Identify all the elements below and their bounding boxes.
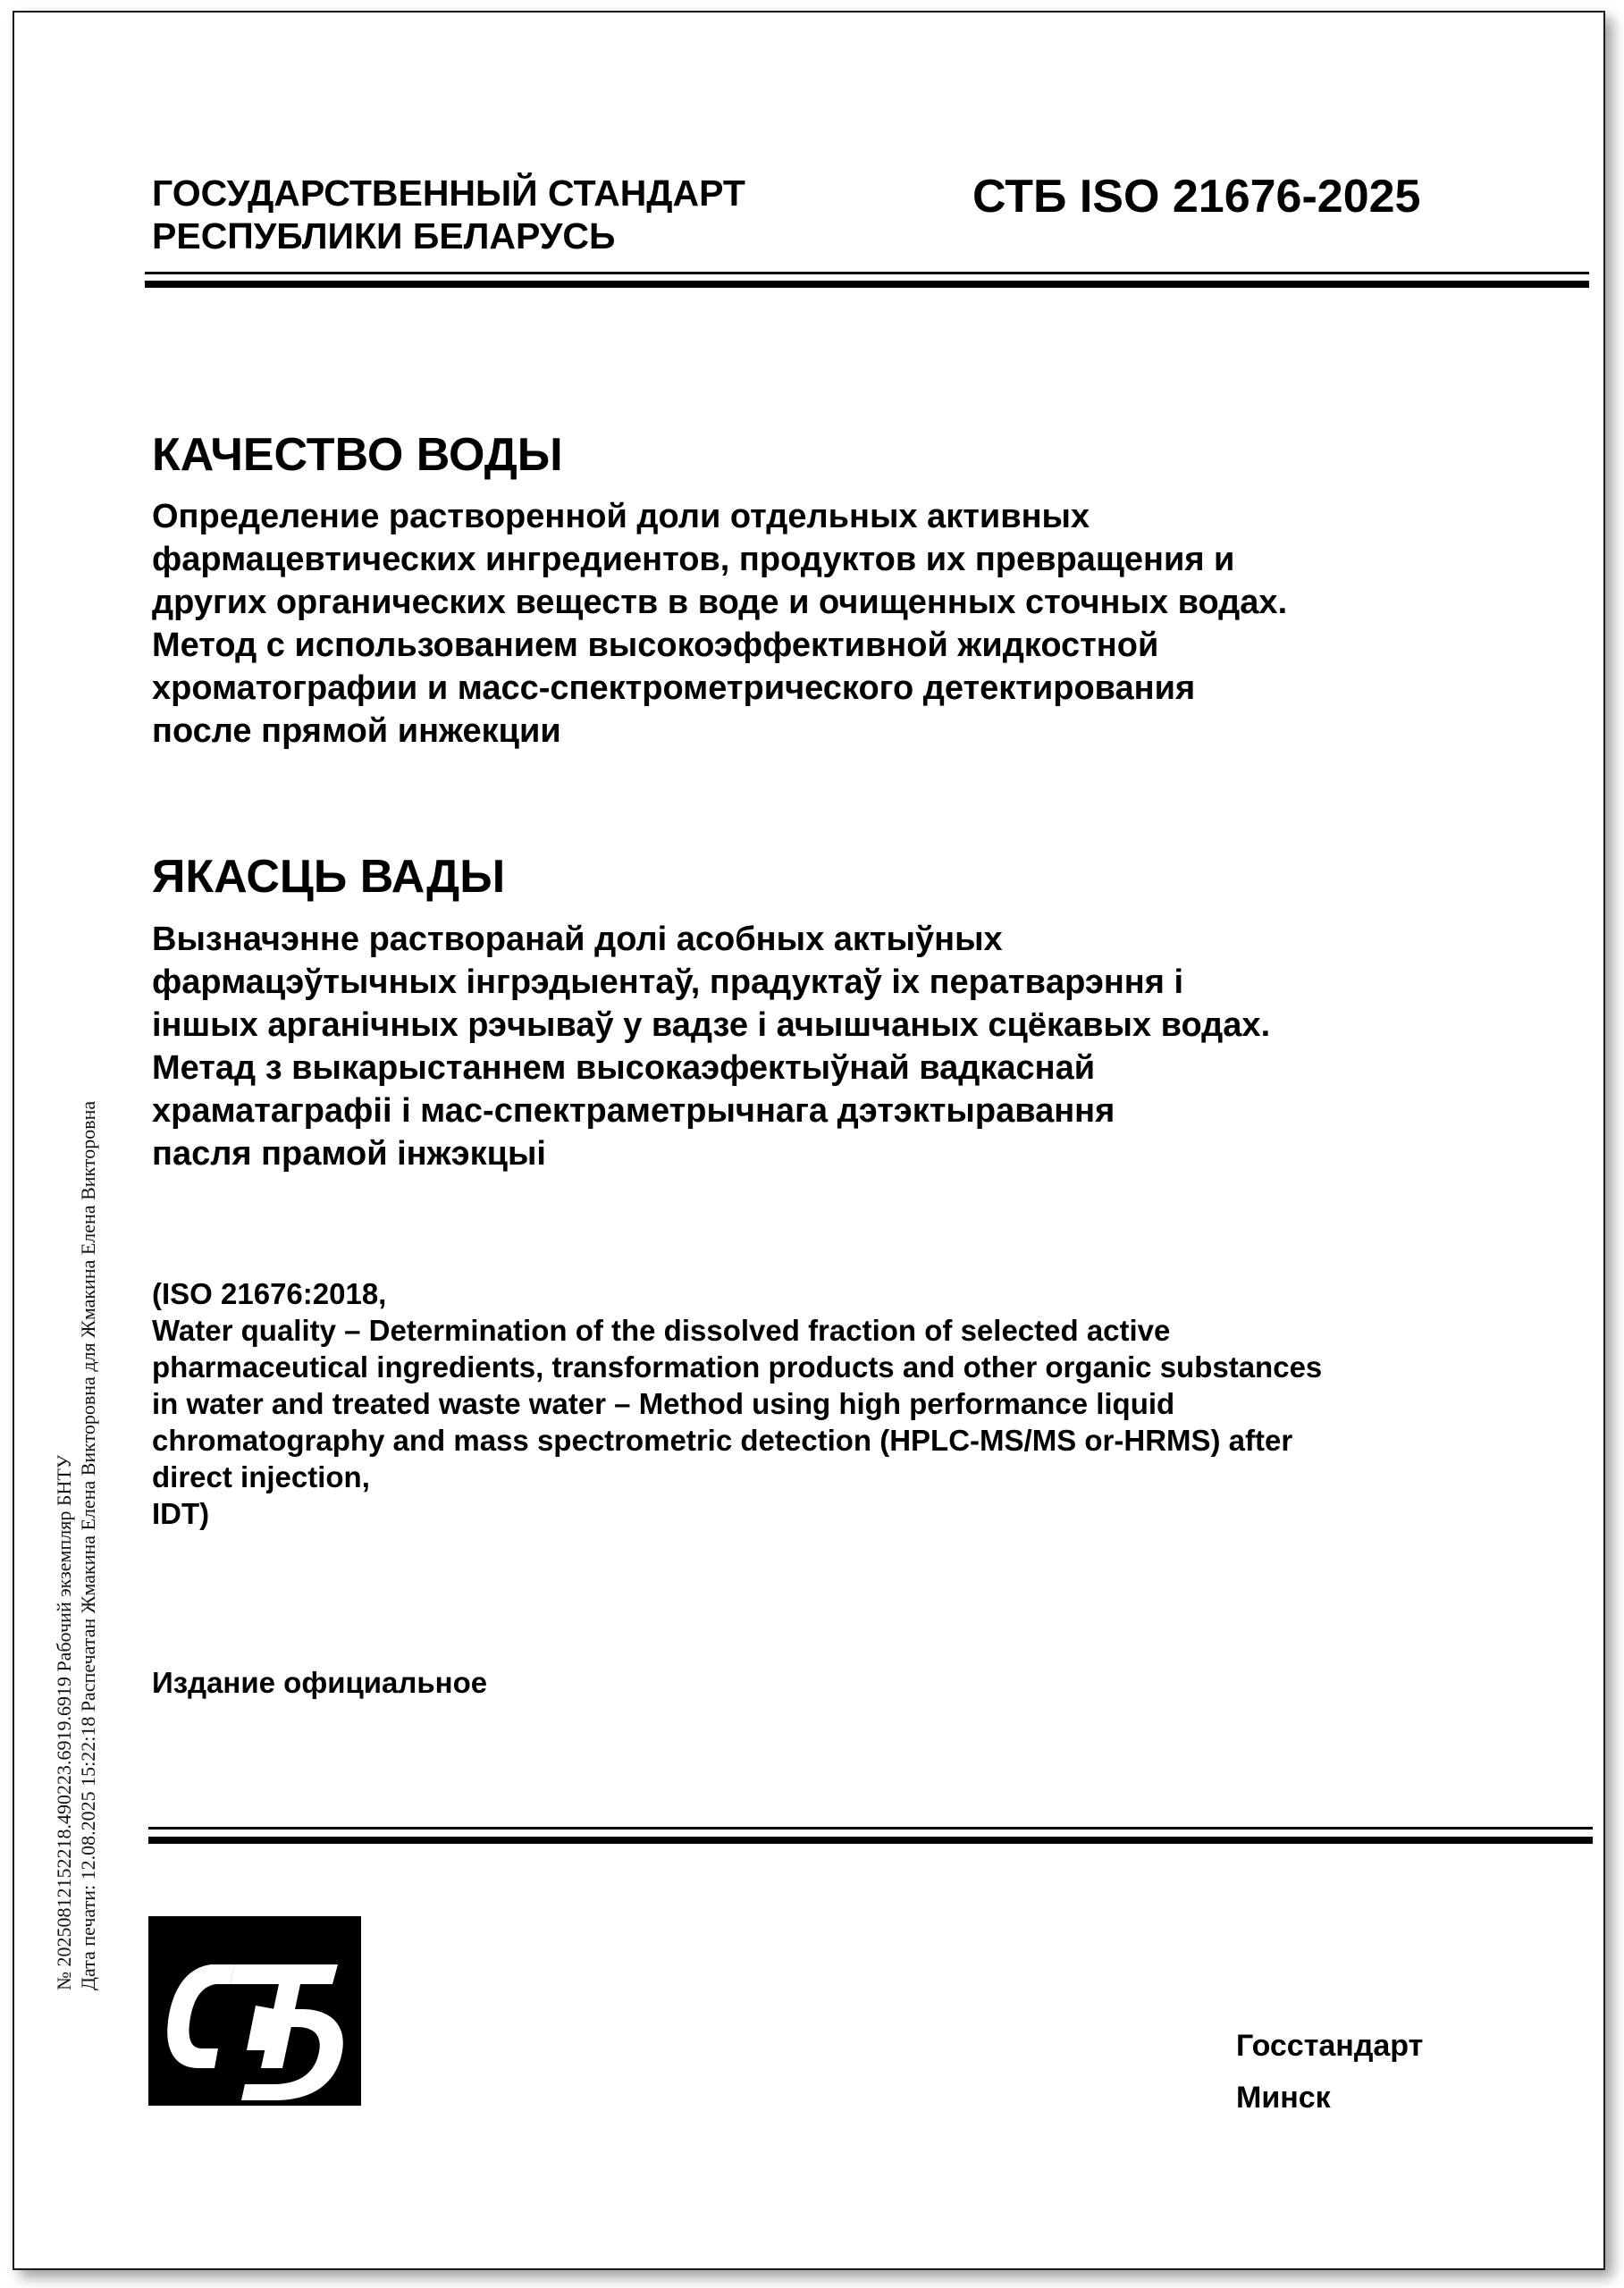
header-rule-thick [145,281,1589,288]
iso-reference-line: (ISO 21676:2018, [152,1277,387,1310]
print-stamp [52,632,100,1990]
iso-reference-line: IDT) [152,1497,210,1530]
iso-reference-line: Water quality – Determination of the dissolved fraction of selected active [152,1314,1171,1347]
logo-c-shape [167,1964,234,2068]
russian-subtitle-line: фармацевтических ингредиентов, продуктов их превращения и [152,541,1235,578]
iso-reference-line: in water and treated waste water – Method using high performance liquid [152,1387,1175,1420]
belarusian-subtitle-line: Вызначэнне раствоpанай долі асобных актыўных [152,921,1003,958]
russian-subtitle-line: Метод с использованием высокоэффективной жидкостной [152,627,1159,664]
russian-subtitle-line: после прямой инжекции [152,712,561,750]
belarusian-subtitle-line: храматаграфіі і мас-спектраметрычнага дэтэктыравання [152,1092,1115,1130]
print-stamp-line-1: № 20250812152218.490223.6919.6919 Рабочий экземпляр БНТУ [53,1454,75,1990]
logo-b-shape [241,2006,343,2100]
russian-subtitle-line: других органических веществ в воде и очищенных сточных водах. [152,584,1288,621]
russian-subtitle [152,495,1287,753]
belarusian-subtitle-line: пасля прамой інжэкцыі [152,1135,546,1173]
iso-reference-line: chromatography and mass spectrometric detection (HPLC-MS/MS or-HRMS) after [152,1424,1293,1457]
iso-reference-line: pharmaceutical ingredients, transformation products and other organic substances [152,1350,1323,1384]
belarusian-subtitle [152,918,1270,1175]
iso-reference-line: direct injection, [152,1460,370,1493]
standard-designation: СТБ ISO 21676-2025 [972,171,1421,223]
belarusian-subtitle-line: іншых арганічных рэчываў у вадзе і ачышчаных сцёкавых водах. [152,1006,1271,1044]
iso-reference [152,1275,1322,1532]
stb-logo-icon [148,1916,361,2106]
print-stamp-line-2: Дата печати: 12.08.2025 15:22:18 Распечатан Жмакина Елена Викторовна для Жмакина Елена Викторовна [77,1100,99,1990]
footer-rule-thick [148,1837,1593,1844]
belarusian-title: ЯКАСЦЬ ВАДЫ [152,851,506,903]
russian-title: КАЧЕСТВО ВОДЫ [152,429,563,481]
header-rule-thin [145,272,1589,274]
edition-label: Издание официальное [152,1666,488,1699]
issuing-authority [152,172,745,257]
issuing-authority-line-1: ГОСУДАРСТВЕННЫЙ СТАНДАРТ [152,172,745,214]
russian-subtitle-line: Определение растворенной доли отдельных активных [152,498,1090,535]
footer-rule-thin [148,1827,1593,1830]
belarusian-subtitle-line: фармацэўтычных інгрэдыентаў, прадуктаў іх пеpатвaрэння і [152,963,1184,1001]
document-page [13,11,1605,2270]
stb-logo [148,1916,361,2106]
publisher-city: Минск [1236,2081,1331,2115]
russian-subtitle-line: хроматографии и масс-спектрометрического детектирования [152,669,1196,707]
issuing-authority-line-2: РЕСПУБЛИКИ БЕЛАРУСЬ [152,215,616,257]
belarusian-subtitle-line: Метад з выкарыстаннем высокаэфектыўнай вадкаснай [152,1049,1096,1087]
publisher-name: Госстандарт [1236,2029,1424,2063]
publisher [1236,2020,1423,2124]
